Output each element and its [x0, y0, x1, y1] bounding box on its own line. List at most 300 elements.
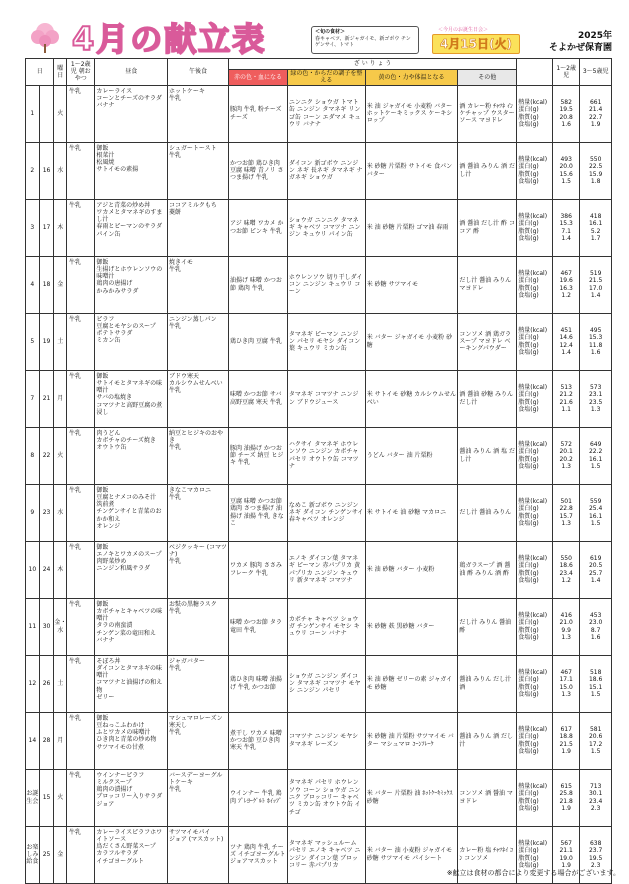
nutrient-value: 1.1 — [561, 405, 571, 413]
am-snack: 牛乳 — [67, 484, 95, 541]
pm-snack-item: ベジクッキー (コマツナ) — [168, 543, 227, 558]
nutrient-value: 1.5 — [590, 519, 601, 527]
row-number: 7 — [26, 370, 40, 427]
table-row — [26, 199, 612, 256]
nutrient-value: 19.5 — [588, 854, 603, 862]
nutrient-value: 617 — [560, 726, 572, 733]
nutrient-label: 蛋白(g) — [518, 619, 539, 627]
yellow-ingredients: 米 油 ジャガイモ 小麦粉 バター ホットケーキミックス ケーキシロップ — [365, 85, 458, 142]
pm-snack — [167, 598, 228, 655]
lunch-dish: コーンとチーズのサラダ — [96, 94, 162, 102]
lunch-dish: 肉野菜炒め — [96, 558, 127, 566]
red-ingredients: ワカメ 豚肉 ささみフレーク 牛乳 — [229, 541, 288, 598]
nutrient-label: 熱量(kcal) — [518, 555, 548, 562]
nutrient-label: 食塩(g) — [518, 861, 539, 869]
weekday: 月 — [54, 370, 67, 427]
table-row — [26, 541, 612, 598]
red-ingredients: 味噌 かつお節 タラ 竜田 牛乳 — [229, 598, 288, 655]
nutrient-label: 蛋白(g) — [518, 106, 539, 114]
nutrient-value: 14.6 — [559, 334, 573, 342]
nutrient-label: 食塩(g) — [518, 519, 539, 527]
nutrient-label: 脂質(g) — [518, 398, 539, 406]
nutrients-age35 — [580, 769, 612, 826]
nutrient-label: 脂質(g) — [518, 569, 539, 577]
lunch-menu — [95, 712, 168, 769]
lunch-dish: サバの塩焼き — [96, 394, 133, 402]
day-number: 15 — [39, 769, 54, 826]
lunch-dish: イチゴヨーグルト — [96, 857, 144, 865]
other-group-header: その他 — [458, 70, 517, 86]
nutrient-value: 1.3 — [561, 690, 571, 698]
lunch-dish: ミカン缶 — [96, 337, 121, 345]
nutrient-value: 518 — [589, 669, 602, 676]
nutrients-age35 — [580, 541, 612, 598]
nutrient-value: 467 — [560, 669, 572, 676]
school-name: そよかぜ保育園 — [548, 43, 612, 53]
nutrients-age35 — [580, 712, 612, 769]
red-ingredients: 鶏ひき肉 味噌 油揚げ 牛乳 かつお節 — [229, 655, 288, 712]
yellow-ingredients: 米 油 砂糖 ゼリーの素 ジャガイモ 砂糖 — [365, 655, 458, 712]
age35-header: 3～5歳児 — [580, 59, 612, 86]
nutrient-value: 18.6 — [559, 562, 573, 570]
lunch-menu — [95, 484, 168, 541]
nutrient-value: 649 — [589, 441, 602, 448]
pm-snack — [167, 769, 228, 826]
lunch-dish: ワカメとタマネギのすまし汁 — [96, 208, 163, 224]
nutrient-label: 食塩(g) — [518, 690, 539, 698]
nutrient-value: 513 — [560, 384, 572, 391]
lunch-dish: タラの南蛮漬 — [96, 622, 133, 630]
nutrient-labels — [517, 85, 553, 142]
nutrient-label: 蛋白(g) — [518, 163, 539, 171]
lunch-dish: 御飯 — [96, 600, 109, 608]
nutrient-label: 蛋白(g) — [518, 505, 539, 513]
am-snack: 牛乳 — [67, 712, 95, 769]
nutrient-labels — [517, 484, 553, 541]
nutrient-value: 5.2 — [590, 227, 601, 235]
nutrient-label: 食塩(g) — [518, 633, 539, 641]
green-ingredients: エノキ ダイコン葉 タマネギ ピーマン 赤パプリカ 黄パプリカ ニンジン キュウリ 新タマネギ コマツナ — [287, 541, 365, 598]
nutrient-label: 食塩(g) — [518, 747, 539, 755]
lunch-dish: かみかみサラダ — [96, 287, 139, 295]
pm-snack-item: お麩の黒糖ラスク — [168, 600, 217, 608]
green-ingredients: ショウガ ニンジン ダイコン タマネギ コマツナ モヤシ ニンジン パセリ — [287, 655, 365, 712]
lunch-dish: 肉うどん — [96, 429, 121, 437]
nutrient-labels — [517, 142, 553, 199]
lunch-dish: サトイモとタマネギの味噌汁 — [96, 379, 163, 395]
weekday: 木 — [54, 199, 67, 256]
red-ingredients: アジ 味噌 ワカメ かつお節 ピンキ 牛乳 — [229, 199, 288, 256]
nutrient-value: 451 — [560, 327, 572, 334]
table-row — [26, 142, 612, 199]
nutrient-label: 食塩(g) — [518, 576, 539, 584]
nutrient-label: 熱量(kcal) — [518, 840, 548, 847]
am-snack-header: 1～2歳児 朝おやつ — [67, 59, 95, 86]
yellow-ingredients: 米 サトイモ 油 砂糖 マカロニ — [365, 484, 458, 541]
birthday-date: 4月15日(火) — [432, 34, 520, 54]
header — [0, 0, 629, 58]
nutrient-value: 19.0 — [559, 854, 573, 862]
lunch-menu — [95, 655, 168, 712]
lunch-dish: サツマイモの甘煮 — [96, 743, 144, 751]
lunch-dish: 春雨とピーマンのサラダ — [96, 223, 163, 231]
nutrient-value: 1.3 — [590, 405, 601, 413]
nutrient-label: 熱量(kcal) — [518, 498, 548, 505]
lunch-dish: ニンジン和風サラダ — [96, 565, 151, 573]
nutrient-value: 2.3 — [590, 804, 601, 812]
nutrient-value: 21.1 — [559, 847, 573, 855]
pm-snack-item: ジャガバター — [168, 657, 205, 665]
weekday: 土 — [54, 655, 67, 712]
nutrient-label: 熱量(kcal) — [518, 384, 548, 391]
other-ingredients: 醤油 みりん 酒 だし汁 — [458, 712, 517, 769]
nutrient-value: 15.6 — [559, 170, 573, 178]
nutrient-value: 713 — [589, 783, 602, 790]
table-row — [26, 313, 612, 370]
yellow-ingredients: 米 サトイモ 砂糖 カルシウムせんべい — [365, 370, 458, 427]
other-ingredients: コンソメ 酒 鶏ガラスープ マヨドレ ベーキングパウダー — [458, 313, 517, 370]
weekday: 木 — [54, 541, 67, 598]
nutrient-value: 16.1 — [588, 512, 603, 520]
pm-snack-item: サツマイモパイ — [168, 828, 211, 836]
other-ingredients: カレー粉 塩 ﾁｬﾂﾈｲ ｺﾝ コンソメ — [458, 826, 517, 883]
nutrient-value: 1.2 — [561, 291, 571, 299]
nutrient-value: 550 — [589, 156, 602, 163]
nutrient-label: 蛋白(g) — [518, 334, 539, 342]
nutrient-label: 脂質(g) — [518, 740, 539, 748]
nutrients-age12 — [553, 541, 580, 598]
table-row — [26, 256, 612, 313]
table-row — [26, 769, 612, 826]
pm-snack-item: カルシウムせんべい — [168, 379, 223, 387]
nutrient-value: 22.2 — [588, 448, 603, 456]
weekday: 土 — [54, 313, 67, 370]
red-group-header: 赤の色・血になる — [229, 70, 288, 86]
pm-snack — [167, 712, 228, 769]
nutrient-value: 8.7 — [590, 626, 601, 634]
lunch-dish: 根菜汁 — [96, 151, 115, 159]
lunch-dish: 筑前煮 — [96, 501, 115, 509]
nutrient-value: 21.2 — [559, 391, 573, 399]
red-ingredients: 豆腐 味噌 かつお節 鶏肉 さつま揚げ 油揚げ 油揚 牛乳 きなこ — [229, 484, 288, 541]
am-snack: 牛乳 — [67, 541, 95, 598]
lunch-dish: コマツナと高野豆腐の煮浸し — [96, 401, 163, 417]
nutrient-labels — [517, 655, 553, 712]
nutrient-label: 食塩(g) — [518, 804, 539, 812]
lunch-dish: 鳥だくさん野菜スープ — [96, 843, 156, 851]
yellow-ingredients: うどん バター 油 片栗粉 — [365, 427, 458, 484]
nutrient-value: 495 — [589, 327, 602, 334]
nutrient-value: 1.3 — [561, 462, 571, 470]
nutrient-label: 熱量(kcal) — [518, 669, 548, 676]
nutrient-label: 熱量(kcal) — [518, 213, 548, 220]
nutrient-value: 15.9 — [588, 170, 603, 178]
other-ingredients: 酒 カレー粉 ﾁｬﾂﾈ ｲﾝ ケチャップ ウスターソース マヨドレ — [458, 85, 517, 142]
lunch-dish: そぼろ丼 — [96, 657, 121, 665]
am-snack: 牛乳 — [67, 142, 95, 199]
lunch-dish: バナナ — [96, 637, 115, 645]
pm-snack — [167, 826, 228, 883]
nutrient-value: 550 — [560, 555, 572, 562]
nutrient-value: 1.2 — [561, 576, 571, 584]
nutrients-age12 — [553, 712, 580, 769]
nutrient-value: 16.3 — [559, 284, 573, 292]
other-ingredients: 醤油 みりん だし汁 酒 — [458, 655, 517, 712]
pm-snack-item: 牛乳 — [168, 493, 181, 501]
yellow-ingredients: 米 バター 片栗粉 油 ﾎｯﾄｹｰｷﾐｯｸｽ 砂糖 — [365, 769, 458, 826]
nutrient-value: 11.8 — [588, 341, 603, 349]
row-number: 2 — [26, 142, 40, 199]
day-number: 17 — [39, 199, 54, 256]
nutrient-label: 脂質(g) — [518, 341, 539, 349]
pm-snack — [167, 427, 228, 484]
nutrient-value: 17.2 — [588, 740, 603, 748]
lunch-dish: カラフルサラダ — [96, 850, 139, 858]
cherry-blossom-icon — [28, 20, 62, 54]
nutrients-age12 — [553, 313, 580, 370]
nutrient-value: 15.1 — [588, 683, 603, 691]
nutrient-value: 1.6 — [590, 633, 601, 641]
weekday: 水 — [54, 142, 67, 199]
nutrient-value: 17.1 — [559, 676, 573, 684]
other-ingredients: 酒 醤油 砂糖 みりん だし汁 — [458, 370, 517, 427]
nutrient-value: 20.5 — [588, 562, 603, 570]
pm-snack-item: ホットケーキ — [168, 87, 205, 95]
nutrient-value: 21.5 — [559, 740, 573, 748]
pm-snack — [167, 256, 228, 313]
nutrients-age12 — [553, 427, 580, 484]
nutrient-label: 食塩(g) — [518, 291, 539, 299]
yellow-ingredients: 米 砂糖 麸 黒砂糖 バター — [365, 598, 458, 655]
nutrients-age12 — [553, 484, 580, 541]
nutrient-labels — [517, 256, 553, 313]
pm-snack-item: 牛乳 — [168, 729, 181, 737]
nutrient-value: 619 — [589, 555, 602, 562]
green-ingredients: ダイコン 新ゴボウ ニンジン ネギ 長ネギ タマネギ ナガネギ ショウガ — [287, 142, 365, 199]
lunch-menu — [95, 85, 168, 142]
nutrients-age35 — [580, 142, 612, 199]
nutrient-value: 573 — [589, 384, 602, 391]
pm-snack-item: 牛乳 — [168, 265, 181, 273]
lunch-dish: カボチャとキャベツの味噌汁 — [96, 607, 163, 623]
pm-snack — [167, 541, 228, 598]
lunch-menu — [95, 142, 168, 199]
nutrient-value: 1.3 — [561, 519, 571, 527]
nutrient-value: 467 — [560, 270, 572, 277]
lunch-dish: 鶏肉の唐揚げ — [96, 280, 133, 288]
nutrient-label: 蛋白(g) — [518, 790, 539, 798]
weekday: 火 — [54, 769, 67, 826]
pm-snack — [167, 370, 228, 427]
row-number: 9 — [26, 484, 40, 541]
nutrients-age35 — [580, 484, 612, 541]
red-ingredients: 油揚げ 味噌 かつお節 鶏肉 牛乳 — [229, 256, 288, 313]
nutrient-value: 15.0 — [559, 683, 573, 691]
pm-snack-item: シュガートースト — [168, 144, 217, 152]
lunch-menu — [95, 313, 168, 370]
nutrient-value: 1.9 — [590, 120, 601, 128]
yellow-ingredients: 米 バター ジャガイモ 小麦粉 砂糖 — [365, 313, 458, 370]
day-number: 21 — [39, 370, 54, 427]
nutrient-label: 脂質(g) — [518, 170, 539, 178]
lunch-header: 昼食 — [95, 59, 168, 86]
green-ingredients: ホウレンソウ 切り干しダイコン ニンジン キュウリ コーン — [287, 256, 365, 313]
nutrient-value: 581 — [589, 726, 602, 733]
green-ingredients: タマネギ コマツナ ニンジン ブドウジュース — [287, 370, 365, 427]
row-number: 1 — [26, 85, 40, 142]
pm-snack — [167, 85, 228, 142]
day-number: 22 — [39, 427, 54, 484]
nutrient-value: 20.1 — [559, 448, 573, 456]
lunch-dish: 御飯 — [96, 258, 109, 266]
green-ingredients: タマネギ ピーマン ニンジン パセリ モヤシ ダイコン葉 キュウリ ミカン缶 — [287, 313, 365, 370]
nutrient-labels — [517, 370, 553, 427]
nutrient-label: 脂質(g) — [518, 797, 539, 805]
lunch-menu — [95, 541, 168, 598]
weekday: 月 — [54, 712, 67, 769]
nutrient-value: 21.8 — [559, 797, 573, 805]
red-ingredients: 鶏ひき肉 豆腐 牛乳 — [229, 313, 288, 370]
age12-header: 1～2歳児 — [553, 59, 580, 86]
am-snack: 牛乳 — [67, 256, 95, 313]
nutrient-label: 脂質(g) — [518, 113, 539, 121]
nutrient-value: 12.4 — [559, 341, 573, 349]
nutrient-value: 22.8 — [559, 505, 573, 513]
am-snack: 牛乳 — [67, 85, 95, 142]
nutrient-label: 熱量(kcal) — [518, 612, 548, 619]
red-ingredients: かつお節 鶏ひき肉 豆腐 味噌 青ノリ さつま揚げ 牛乳 — [229, 142, 288, 199]
pm-snack-item: ニンジン蒸しパン — [168, 315, 217, 323]
red-ingredients: ツナ 鶏肉 牛乳 チーズ イチゴヨーグルト ジョアマスカット — [229, 826, 288, 883]
nutrient-label: 熱量(kcal) — [518, 441, 548, 448]
nutrient-label: 食塩(g) — [518, 234, 539, 242]
lunch-dish: カボチャのチーズ焼き — [96, 436, 156, 444]
lunch-dish: パイン缶 — [96, 230, 121, 238]
pm-snack — [167, 199, 228, 256]
other-ingredients: 醤油 みりん 酒 塩 だし汁 — [458, 427, 517, 484]
weekday: 火 — [54, 427, 67, 484]
nutrient-value: 9.9 — [561, 626, 571, 634]
day-header: 日 — [26, 59, 54, 86]
pm-snack — [167, 313, 228, 370]
nutrient-label: 脂質(g) — [518, 683, 539, 691]
table-row — [26, 484, 612, 541]
day-number: 25 — [39, 826, 54, 883]
nutrient-label: 蛋白(g) — [518, 448, 539, 456]
nutrient-value: 20.6 — [588, 733, 603, 741]
nutrient-label: 蛋白(g) — [518, 391, 539, 399]
nutrient-label: 蛋白(g) — [518, 220, 539, 228]
nutrient-labels — [517, 541, 553, 598]
lunch-dish: ウインナーピラフ — [96, 771, 145, 779]
yellow-ingredients: 米 バター 油 小麦粉 ジャガイモ 砂糖 サツマイモ パイシート — [365, 826, 458, 883]
row-number: 3 — [26, 199, 40, 256]
nutrient-value: 567 — [560, 840, 572, 847]
nutrient-label: 脂質(g) — [518, 626, 539, 634]
birthday-party: ＜今月のお誕生日会＞ 4月15日(火) — [432, 26, 520, 54]
year: 2025年 — [577, 31, 612, 41]
row-number: 11 — [26, 598, 40, 655]
weekday: 金・水 — [54, 598, 67, 655]
seasonal-ingredients: ＜旬の食材＞ 春キャベツ、新ジャガイモ、新ゴボウ チンゲンサイ、トマト — [311, 26, 419, 54]
nutrient-labels — [517, 313, 553, 370]
nutrient-value: 661 — [589, 99, 602, 106]
nutrient-label: 食塩(g) — [518, 348, 539, 356]
am-snack: 牛乳 — [67, 427, 95, 484]
lunch-dish: 御飯 — [96, 486, 109, 494]
green-ingredients: タマネギ パセリ ホウレンソウ コーン ショウガ ニンニク ブロッコリー キャベツ ミカン缶 オウトウ缶 イチゴ — [287, 769, 365, 826]
lunch-dish: オレンジ — [96, 523, 121, 531]
nutrient-label: 食塩(g) — [518, 120, 539, 128]
lunch-dish: ポテトサラダ — [96, 330, 133, 338]
nutrient-value: 1.4 — [590, 291, 601, 299]
pm-snack — [167, 142, 228, 199]
nutrient-value: 15.3 — [588, 334, 603, 342]
nutrient-label: 食塩(g) — [518, 462, 539, 470]
row-number: 8 — [26, 427, 40, 484]
pm-snack-header: 午後食 — [167, 59, 228, 86]
nutrient-value: 23.1 — [588, 391, 603, 399]
nutrient-value: 20.8 — [559, 113, 573, 121]
nutrient-value: 638 — [589, 840, 602, 847]
green-group-header: 緑の色・からだの調子を整える — [287, 70, 365, 86]
lunch-dish: ピラフ — [96, 315, 115, 323]
nutrient-value: 21.0 — [559, 619, 573, 627]
nutrient-value: 418 — [589, 213, 602, 220]
nutrient-value: 1.4 — [561, 348, 571, 356]
table-row — [26, 655, 612, 712]
nutrient-value: 18.6 — [588, 676, 603, 684]
lunch-menu — [95, 199, 168, 256]
pm-snack-item: 納豆とヒジキのおやき — [168, 429, 223, 444]
yellow-group-header: 黄の色・力や体温となる — [365, 70, 458, 86]
yellow-ingredients: 米 砂糖 片栗粉 サトイモ 食パン バター — [365, 142, 458, 199]
nutrient-label: 熱量(kcal) — [518, 726, 548, 733]
green-ingredients: ショウガ ニンニク タマネギ キャベツ コマツナ ニンジン キュウリ パイン缶 — [287, 199, 365, 256]
day-number — [39, 85, 54, 142]
nutrient-value: 501 — [560, 498, 572, 505]
nutrient-value: 30.1 — [588, 790, 603, 798]
nutrients-age35 — [580, 427, 612, 484]
row-number: お誕生会 — [26, 769, 40, 826]
pm-snack-item: 牛乳 — [168, 322, 181, 330]
nutrient-value: 16.1 — [588, 220, 603, 228]
nutrient-value: 19.6 — [559, 277, 573, 285]
lunch-dish: ブロッコリー入りサラダ — [96, 793, 163, 801]
nutrient-value: 386 — [560, 213, 572, 220]
nutrient-value: 1.4 — [561, 234, 571, 242]
am-snack: 牛乳 — [67, 655, 95, 712]
nutrient-value: 1.4 — [590, 576, 601, 584]
lunch-dish: 松風焼 — [96, 159, 115, 167]
red-ingredients: ウインナー 牛乳 鶏肉 ﾌﾟﾚﾖｰｸﾞﾙﾄ ﾎｲｯﾌﾟ — [229, 769, 288, 826]
pm-snack-item: 牛乳 — [168, 558, 181, 566]
nutrient-label: 脂質(g) — [518, 455, 539, 463]
nutrient-value: 25.7 — [588, 569, 603, 577]
nutrient-value: 1.7 — [590, 234, 601, 242]
green-ingredients: タマネギ マッシュルーム パセリ エノキ キャベツ ニンジン ダイコン葉 ブロッコリー 赤パプリカ — [287, 826, 365, 883]
day-number: 23 — [39, 484, 54, 541]
table-row — [26, 370, 612, 427]
nutrient-value: 1.9 — [561, 747, 571, 755]
red-ingredients: 味噌 かつお節 サバ 高野豆腐 寒天 牛乳 — [229, 370, 288, 427]
lunch-dish: 御飯 — [96, 714, 109, 722]
nutrient-label: 脂質(g) — [518, 227, 539, 235]
nutrients-age12 — [553, 598, 580, 655]
lunch-dish: 豆腐とナメコのみそ汁 — [96, 493, 157, 501]
pm-snack-item: 牛乳 — [168, 664, 181, 672]
lunch-menu — [95, 769, 168, 826]
